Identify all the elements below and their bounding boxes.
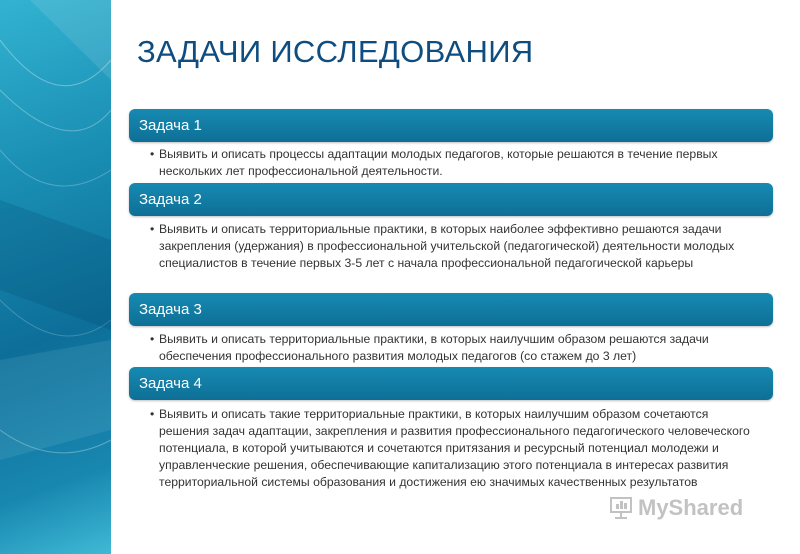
task-4-text: Выявить и описать такие территориальные практики, в которых наилучшим образом сочетаются решения задач адаптации, закрепления и развития профессионального педагогического человеческого потенциала, в которой учитываются и сочетаются притязания и ресурсный потенциал молодежи и управленческие решения, обеспечивающие капитализацию этого потенциала в интересах развития территориальной системы образования и достижения ею значимых качественных результатов (159, 407, 750, 489)
task-1-description (150, 146, 760, 180)
task-4-header: Задача 4 (129, 367, 773, 400)
bullet-icon: • (150, 407, 155, 421)
bullet-icon: • (150, 332, 155, 346)
bullet-icon: • (150, 222, 155, 236)
task-1-header: Задача 1 (129, 109, 773, 142)
slide-title: ЗАДАЧИ ИССЛЕДОВАНИЯ (137, 34, 534, 69)
watermark (608, 493, 743, 523)
decorative-side-panel (0, 0, 111, 554)
watermark-text: MyShared (638, 495, 744, 520)
task-2-header: Задача 2 (129, 183, 773, 216)
task-3-description (150, 331, 760, 365)
task-4-description (150, 406, 760, 491)
presentation-board-icon (608, 495, 634, 521)
task-2-text: Выявить и описать территориальные практики, в которых наиболее эффективно решаются задачи закрепления (удержания) в профессиональной учительской (педагогической) деятельности молодых специалистов в течение первых 3-5 лет с начала профессиональной педагогической карьеры (159, 222, 735, 270)
decorative-curves (0, 0, 111, 554)
task-3-header: Задача 3 (129, 293, 773, 326)
task-1-text: Выявить и описать процессы адаптации молодых педагогов, которые решаются в течение первых нескольких лет профессиональной деятельности. (159, 147, 718, 178)
task-2-description (150, 221, 760, 272)
task-3-text: Выявить и описать территориальные практики, в которых наилучшим образом решаются задачи обеспечения профессионального развития молодых педагогов (со стажем до 3 лет) (159, 332, 709, 363)
bullet-icon: • (150, 147, 155, 161)
